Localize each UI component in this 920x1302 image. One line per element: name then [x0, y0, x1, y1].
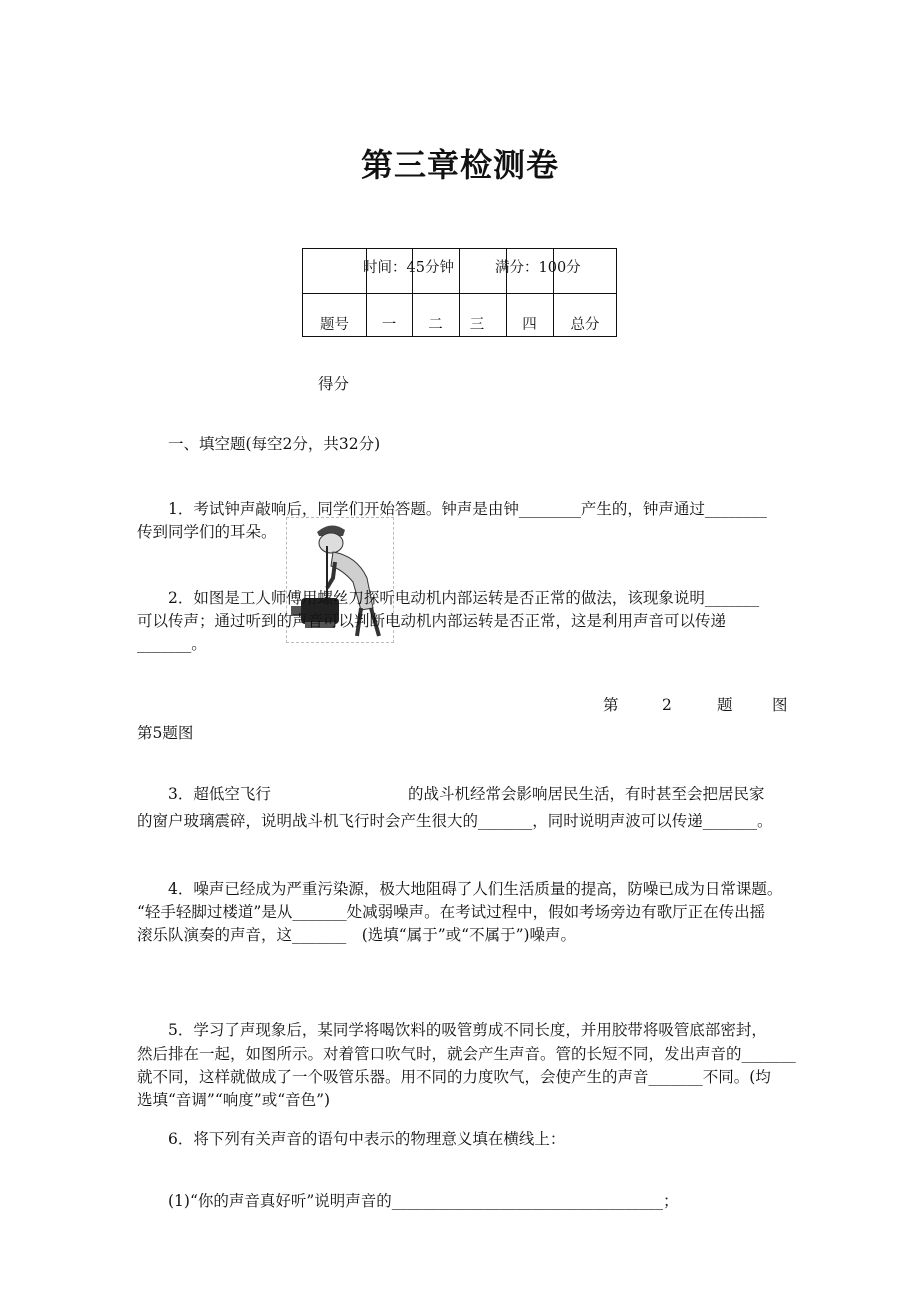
question-4-line: “轻手轻脚过楼道”是从_______处减弱噪声。在考试过程中，假如考场旁边有歌厅正在传出摇: [137, 903, 766, 921]
figure-2-caption-part: 第: [603, 696, 619, 714]
figure-5-caption: 第5题图: [137, 724, 194, 742]
figure-2-caption-part: 题: [717, 696, 733, 714]
question-5-line: 就不同，这样就做成了一个吸管乐器。用不同的力度吹气，会使产生的声音_______不同。(均: [137, 1068, 771, 1086]
question-1-line: 1．考试钟声敲响后，同学们开始答题。钟声是由钟________产生的，钟声通过________: [168, 500, 767, 518]
question-2-line: 2．如图是工人师傅用螺丝刀探听电动机内部运转是否正常的做法，该现象说明_______: [168, 589, 760, 607]
score-label: 得分: [318, 375, 350, 393]
question-3-line: 3．超低空飞行: [168, 785, 271, 803]
column-header: 二: [428, 317, 443, 333]
page-title: 第三章检测卷: [360, 146, 559, 184]
score-table: [302, 248, 617, 337]
figure-2-caption-part: 2: [662, 696, 672, 714]
full-score: 满分：100分: [495, 260, 581, 276]
question-6-subitem: (1)“你的声音真好听”说明声音的___________________________________；: [168, 1192, 679, 1210]
row-label: 题号: [320, 317, 349, 333]
question-5-line: 5．学习了声现象后，某同学将喝饮料的吸管剪成不同长度，并用胶带将吸管底部密封，: [168, 1021, 767, 1039]
question-4-line: 4．噪声已经成为严重污染源，极大地阻碍了人们生活质量的提高，防噪已成为日常课题。: [168, 880, 783, 898]
column-header: 四: [522, 317, 537, 333]
question-5-line: 选填“音调”“响度”或“音色”): [137, 1091, 331, 1109]
question-6-line: 6．将下列有关声音的语句中表示的物理意义填在横线上：: [168, 1130, 566, 1148]
question-2-line: 可以传声；通过听到的声音可以判断电动机内部运转是否正常，这是利用声音可以传递: [137, 612, 727, 630]
column-header: 三: [469, 317, 485, 333]
question-3-line: 的战斗机经常会影响居民生活，有时甚至会把居民家: [408, 785, 765, 803]
question-3-line: 的窗户玻璃震碎，说明战斗机飞行时会产生很大的_______，同时说明声波可以传递_______。: [137, 812, 773, 830]
question-1-line: 传到同学们的耳朵。: [137, 523, 277, 541]
question-2-line: _______。: [137, 635, 207, 653]
column-header: 一: [381, 317, 397, 333]
column-header: 总分: [570, 317, 600, 333]
question-5-line: 然后排在一起，如图所示。对着管口吹气时，就会产生声音。管的长短不同，发出声音的_______: [137, 1045, 796, 1063]
section-heading: 一、填空题(每空2分，共32分): [168, 435, 381, 453]
figure-2-caption-part: 图: [772, 696, 788, 714]
question-4-line: 滚乐队演奏的声音，这_______ (选填“属于”或“不属于”)噪声。: [137, 926, 577, 944]
exam-time: 时间：45分钟: [363, 260, 454, 276]
